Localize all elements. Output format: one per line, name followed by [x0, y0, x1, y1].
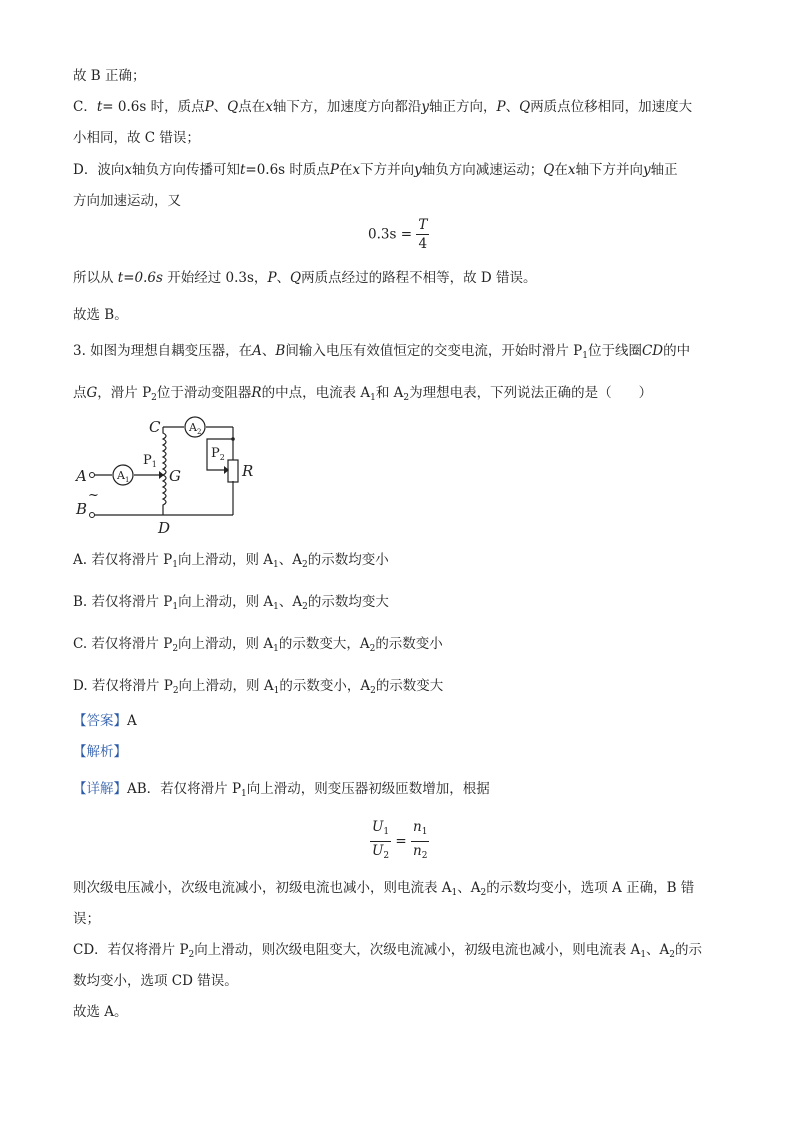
- detail-line-3: 误；: [73, 911, 100, 927]
- text: 、: [213, 99, 228, 115]
- var: A: [252, 343, 262, 359]
- equation-ratio: [370, 818, 429, 865]
- subscript: 1: [370, 393, 376, 403]
- equation-period: [368, 216, 429, 253]
- text: 轴正: [650, 162, 678, 178]
- text-line: [73, 305, 128, 325]
- text: 开始经过 0.3s，: [167, 270, 268, 286]
- var: y: [414, 162, 422, 178]
- subscript: 2: [151, 393, 157, 403]
- rheostat: [228, 460, 238, 482]
- var: P: [267, 270, 277, 286]
- text: 的中点，电流表 A: [261, 385, 371, 401]
- eq-left: 0.3s =: [368, 226, 413, 243]
- var: y: [421, 99, 430, 115]
- text: 故选 B。: [73, 307, 128, 323]
- meter2-label: $A_2$: [189, 421, 202, 436]
- var: t: [239, 162, 246, 178]
- answer-line: [73, 711, 137, 731]
- text: 两质点位移相同，加速度大: [530, 99, 693, 115]
- label-c: C: [149, 418, 161, 436]
- fraction-u: $\frac{U_1}{U_2}$: [372, 819, 390, 861]
- text: 小相同，故 C 错误；: [73, 130, 200, 146]
- text: 和 A: [375, 385, 404, 401]
- fraction-n: $\frac{n_1}{n_2}$: [413, 819, 428, 861]
- terminal-b: [90, 513, 95, 518]
- text-line: [73, 66, 146, 86]
- var: y: [642, 162, 651, 178]
- analysis-label: 【解析】: [73, 744, 127, 760]
- var: t=0.6s: [117, 270, 163, 286]
- text: 、: [505, 99, 520, 115]
- text: = 0.6s 时，质点: [102, 99, 205, 115]
- detail-line-6: 故选 A。: [73, 1004, 128, 1020]
- text: 在: [339, 162, 353, 178]
- text: 为理想电表，下列说法正确的是（ ）: [409, 385, 653, 401]
- var: G: [86, 385, 98, 401]
- label-p2: $P_2$: [211, 446, 225, 462]
- text-line: [73, 268, 537, 288]
- var: P: [496, 99, 506, 115]
- numerator: T: [418, 217, 428, 233]
- option-a: A. 若仅将滑片 $P_1$向上滑动，则 $A_1$、$A_2$的示数均变小: [73, 552, 389, 570]
- text-line: [73, 191, 181, 211]
- var: P: [204, 99, 214, 115]
- var: t: [96, 99, 103, 115]
- var: Q: [227, 99, 239, 115]
- coil: [163, 427, 166, 515]
- option-d: D. 若仅将滑片 $P_2$向上滑动，则 $A_1$的示数变小，$A_2$的示数变大: [73, 678, 444, 696]
- transformer-circuit-diagram: [70, 415, 270, 540]
- text: 间输入电压有效值恒定的交变电流，开始时滑片 P: [285, 343, 583, 359]
- junction-dot: [231, 437, 235, 441]
- detail-line-5: 数均变小，选项 CD 错误。: [73, 973, 238, 989]
- question-3-line-2: [73, 383, 652, 408]
- text: 的中: [663, 343, 691, 359]
- answer-value: A: [127, 713, 137, 729]
- text: C．: [73, 99, 97, 115]
- text: 轴下方并向: [575, 162, 643, 178]
- text: =0.6s 时质点: [245, 162, 330, 178]
- text: 两质点经过的路程不相等，故 D 错误。: [301, 270, 537, 286]
- question-3-line-1: [73, 341, 690, 366]
- text: 位于滑动变阻器: [156, 385, 252, 401]
- text: 3. 如图为理想自耦变压器，在: [73, 343, 253, 359]
- text: 点: [73, 385, 87, 401]
- text: 点在: [238, 99, 266, 115]
- analysis-line: [73, 742, 127, 762]
- var: x: [265, 99, 273, 115]
- terminal-a: [90, 473, 95, 478]
- label-b: B: [76, 500, 88, 518]
- text: ，滑片 P: [97, 385, 152, 401]
- label-p1: $P_1$: [143, 453, 157, 469]
- text-line: [73, 128, 200, 148]
- text: 方向加速运动，又: [73, 193, 181, 209]
- text: 故 B 正确；: [73, 68, 146, 84]
- text: 下方并向: [360, 162, 415, 178]
- var: P: [329, 162, 339, 178]
- var: x: [567, 162, 576, 178]
- text: 轴负方向减速运动；: [421, 162, 544, 178]
- var: Q: [543, 162, 555, 178]
- text: 轴负方向传播可知: [131, 162, 240, 178]
- ac-source-symbol: ~: [88, 488, 99, 503]
- subscript: 2: [403, 393, 410, 403]
- var: CD: [641, 343, 664, 359]
- answer-label: 【答案】: [73, 713, 127, 729]
- var: x: [124, 162, 132, 178]
- var: Q: [519, 99, 531, 115]
- label-r: R: [242, 462, 254, 480]
- text: 轴正方向，: [429, 99, 497, 115]
- text-line: [73, 97, 692, 117]
- text: 所以从: [73, 270, 114, 286]
- denominator: 4: [418, 236, 428, 252]
- text: 、: [261, 343, 276, 359]
- detail-line-1: 【详解】AB．若仅将滑片 $P_1$向上滑动，则变压器初级匝数增加，根据: [73, 781, 490, 799]
- var: B: [275, 343, 286, 359]
- var: R: [251, 385, 262, 401]
- text: 轴下方，加速度方向都沿: [272, 99, 422, 115]
- text: D．波向: [73, 162, 125, 178]
- detail-label: 【详解】: [73, 781, 127, 797]
- text: 、: [276, 270, 291, 286]
- text: 位于线圈: [587, 343, 642, 359]
- detail-line-2: 则次级电压减小，次级电流减小，初级电流也减小，则电流表 $A_1$、$A_2$的示数均变小，选项 A 正确，B 错: [73, 880, 695, 898]
- label-g: G: [169, 467, 181, 485]
- var: Q: [290, 270, 302, 286]
- subscript: 1: [582, 351, 588, 361]
- fraction: [416, 216, 429, 253]
- meter1-label: $A_1$: [117, 469, 130, 484]
- p1-arrow: [159, 471, 164, 479]
- label-a: A: [76, 467, 87, 485]
- option-c: C. 若仅将滑片 $P_2$向上滑动，则 $A_1$的示数变大，$A_2$的示数变小: [73, 636, 443, 654]
- var: x: [352, 162, 361, 178]
- option-b: B. 若仅将滑片 $P_1$向上滑动，则 $A_1$、$A_2$的示数均变大: [73, 594, 389, 612]
- detail-line-4: CD．若仅将滑片 $P_2$向上滑动，则次级电阻变大，次级电流减小，初级电流也减小，则电流表 $A_1$、$A_2$的示: [73, 942, 703, 960]
- text: 在: [554, 162, 568, 178]
- text-line: [73, 160, 678, 180]
- label-d: D: [158, 519, 171, 537]
- equals-sign: =: [395, 833, 407, 850]
